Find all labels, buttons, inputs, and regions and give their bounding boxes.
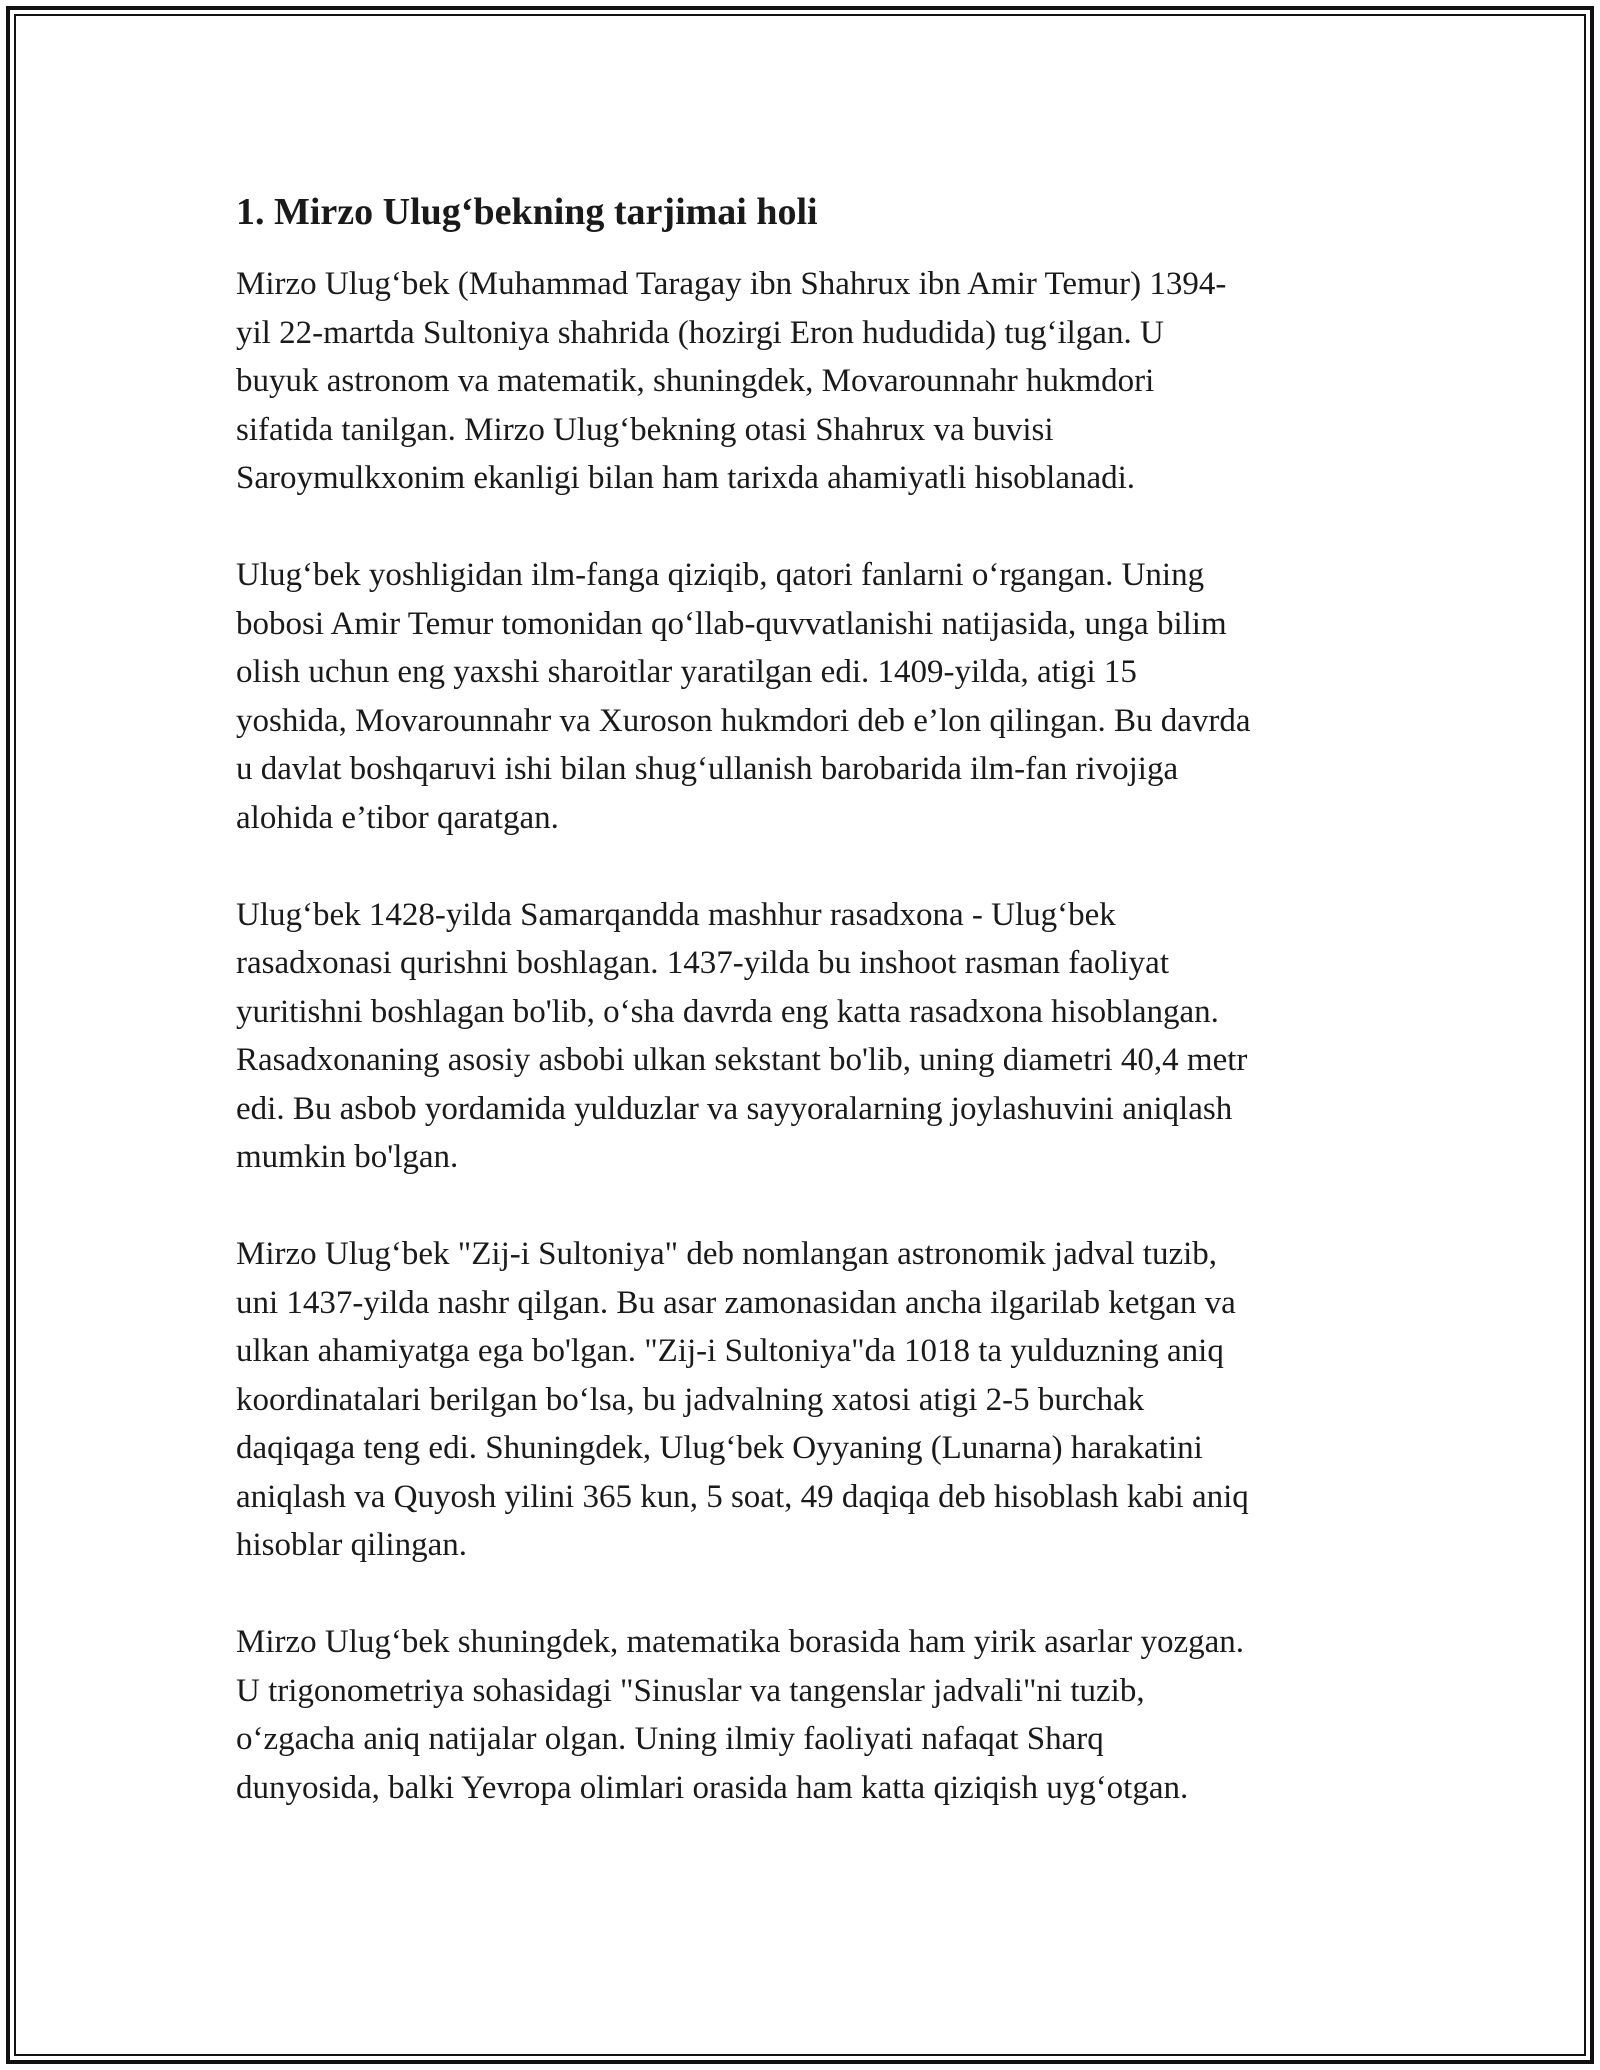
section-heading: 1. Mirzo Ulug‘bekning tarjimai holi xyxy=(236,191,818,233)
line: Rasadxonaning asosiy asbobi ulkan sekstant bo'lib, uning diametri 40,4 metr xyxy=(236,1042,1248,1078)
paragraph-observatory xyxy=(236,891,1370,1182)
line: Mirzo Ulug‘bek shuningdek, matematika borasida ham yirik asarlar yozgan. xyxy=(236,1624,1245,1660)
line: u davlat boshqaruvi ishi bilan shug‘ullanish barobarida ilm-fan rivojiga xyxy=(236,751,1179,787)
line: aniqlash va Quyosh yilini 365 kun, 5 soat, 49 daqiqa deb hisoblash kabi aniq xyxy=(236,1478,1249,1515)
line: alohida e’tibor qaratgan. xyxy=(236,799,559,836)
paragraph-zij xyxy=(236,1230,1370,1570)
line: buyuk astronom va matematik, shuningdek, Movarounnahr hukmdori xyxy=(236,363,1155,399)
line: rasadxonasi qurishni boshlagan. 1437-yilda bu inshoot rasman faoliyat xyxy=(236,945,1169,981)
line: sifatida tanilgan. Mirzo Ulug‘bekning otasi Shahrux va buvisi xyxy=(236,411,1054,448)
line: Saroymulkxonim ekanligi bilan ham tarixda ahamiyatli hisoblanadi. xyxy=(236,460,1136,496)
line: yuritishni boshlagan bo'lib, o‘sha davrda eng katta rasadxona hisoblangan. xyxy=(236,993,1219,1030)
line: ulkan ahamiyatga ega bo'lgan. "Zij-i Sultoniya"da 1018 ta yulduzning aniq xyxy=(236,1333,1224,1369)
document-body xyxy=(236,186,1370,1861)
line: bobosi Amir Temur tomonidan qo‘llab-quvvatlanishi natijasida, unga bilim xyxy=(236,605,1227,642)
line: yil 22-martda Sultoniya shahrida (hozirgi Eron hududida) tug‘ilgan. U xyxy=(236,314,1164,351)
line: olish uchun eng yaxshi sharoitlar yaratilgan edi. 1409-yilda, atigi 15 xyxy=(236,654,1137,690)
line: U trigonometriya sohasidagi "Sinuslar va tangenslar jadvali"ni tuzib, xyxy=(236,1672,1145,1709)
line: Mirzo Ulug‘bek (Muhammad Taragay ibn Shahrux ibn Amir Temur) 1394- xyxy=(236,266,1227,302)
line: daqiqaga teng edi. Shuningdek, Ulug‘bek Oyyaning (Lunarna) harakatini xyxy=(236,1430,1203,1466)
line: o‘zgacha aniq natijalar olgan. Uning ilmiy faoliyati nafaqat Sharq xyxy=(236,1721,1104,1757)
line: hisoblar qilingan. xyxy=(236,1527,467,1563)
line: Ulug‘bek yoshligidan ilm-fanga qiziqib, qatori fanlarni o‘rgangan. Uning xyxy=(236,557,1205,593)
paragraph-youth xyxy=(236,551,1370,842)
line: Mirzo Ulug‘bek "Zij-i Sultoniya" deb nomlangan astronomik jadval tuzib, xyxy=(236,1236,1218,1272)
line: edi. Bu asbob yordamida yulduzlar va sayyoralarning joylashuvini aniqlash xyxy=(236,1090,1233,1127)
line: dunyosida, balki Yevropa olimlari orasida ham katta qiziqish uyg‘otgan. xyxy=(236,1769,1189,1806)
paragraph-mathematics xyxy=(236,1618,1370,1812)
line: koordinatalari berilgan bo‘lsa, bu jadvalning xatosi atigi 2-5 burchak xyxy=(236,1381,1145,1418)
line: uni 1437-yilda nashr qilgan. Bu asar zamonasidan ancha ilgarilab ketgan va xyxy=(236,1284,1236,1321)
line: yoshida, Movarounnahr va Xuroson hukmdori deb e’lon qilingan. Bu davrda xyxy=(236,702,1251,739)
line: Ulug‘bek 1428-yilda Samarqandda mashhur rasadxona - Ulug‘bek xyxy=(236,896,1116,933)
paragraph-biography xyxy=(236,260,1370,503)
line: mumkin bo'lgan. xyxy=(236,1139,459,1175)
